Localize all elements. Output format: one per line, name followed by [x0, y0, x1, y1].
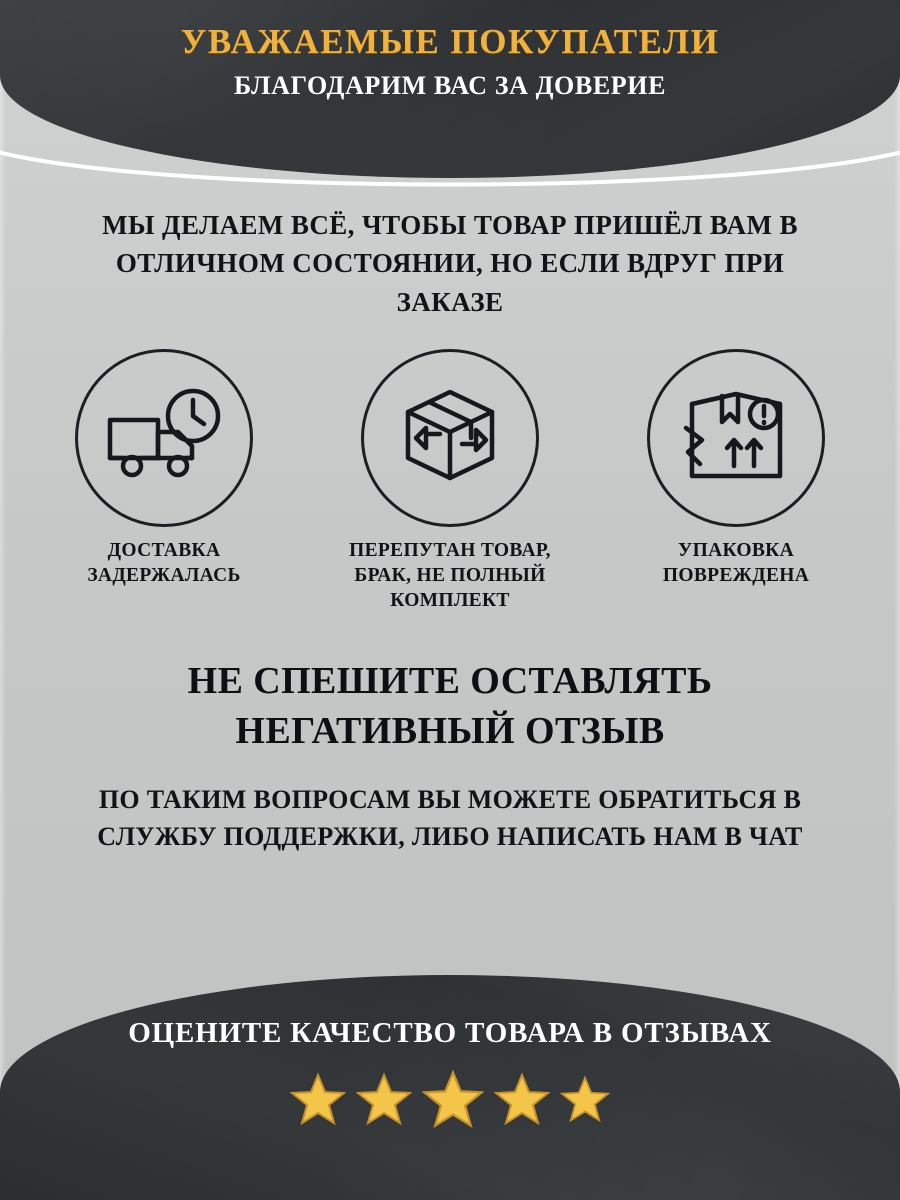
footer-title: ОЦЕНИТЕ КАЧЕСТВО ТОВАРА В ОТЗЫВАХ — [128, 1017, 772, 1049]
icon-circle-frame — [75, 349, 253, 527]
case-caption: УПАКОВКА ПОВРЕЖДЕНА — [662, 539, 810, 586]
support-instructions: ПО ТАКИМ ВОПРОСАМ ВЫ МОЖЕТЕ ОБРАТИТЬСЯ В СЛУЖБУ ПОДДЕРЖКИ, ЛИБО НАПИСАТЬ НАМ В ЧАТ — [97, 785, 803, 852]
case-caption: ДОСТАВКА ЗАДЕРЖАЛАСЬ — [87, 539, 241, 586]
case-item-wrong-item — [335, 349, 565, 614]
delivery-truck-clock-icon — [102, 386, 226, 490]
star-icon[interactable] — [356, 1072, 412, 1126]
main-statement: НЕ СПЕШИТЕ ОСТАВЛЯТЬ НЕГАТИВНЫЙ ОТЗЫВ — [187, 659, 713, 752]
header-subtitle: БЛАГОДАРИМ ВАС ЗА ДОВЕРИЕ — [233, 71, 667, 100]
rating-stars[interactable] — [0, 1069, 900, 1129]
header-banner — [0, 0, 900, 178]
main-content — [0, 178, 900, 1000]
star-icon[interactable] — [290, 1072, 346, 1126]
box-exchange-arrows-icon — [388, 382, 512, 494]
damaged-package-warning-icon — [678, 382, 794, 494]
icon-circle-frame — [647, 349, 825, 527]
star-icon[interactable] — [560, 1075, 610, 1123]
lead-paragraph: МЫ ДЕЛАЕМ ВСЁ, ЧТОБЫ ТОВАР ПРИШЁЛ ВАМ В ОТЛИЧНОМ СОСТОЯНИИ, НО ЕСЛИ ВДРУГ ПРИ ЗАКАЗЕ — [102, 210, 798, 317]
star-icon[interactable] — [422, 1069, 484, 1129]
icon-circle-frame — [361, 349, 539, 527]
case-caption: ПЕРЕПУТАН ТОВАР, БРАК, НЕ ПОЛНЫЙ КОМПЛЕКТ — [349, 539, 551, 611]
case-item-damaged-package — [621, 349, 851, 589]
footer-banner — [0, 975, 900, 1200]
issue-cases-row — [0, 349, 900, 614]
case-item-delivery-delay — [49, 349, 279, 589]
page-title: УВАЖАЕМЫЕ ПОКУПАТЕЛИ — [180, 22, 720, 61]
star-icon[interactable] — [494, 1072, 550, 1126]
